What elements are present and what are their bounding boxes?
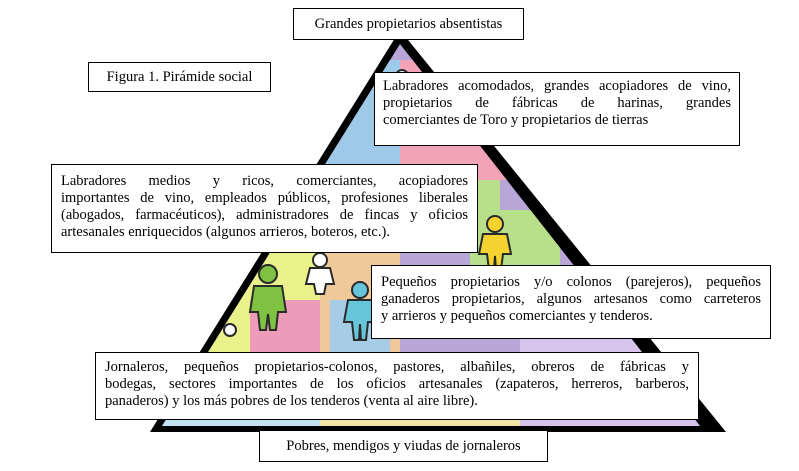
level-upper-line-1: Labradores acomodados, grandes acopiadores de vino, xyxy=(383,78,731,94)
level-lower-middle-line-1: Pequeños propietarios y/o colonos (parejeros), pequeños xyxy=(381,274,761,290)
level-upper-line-3: comerciantes de Toro y propietarios de tierras xyxy=(383,112,649,128)
level-middle-line-2: importantes de vino, empleados públicos, profesiones liberales xyxy=(61,190,468,206)
level-lower-line-1: Jornaleros, pequeños propietarios-colonos, pastores, albañiles, obreros de fábricas y xyxy=(105,359,689,375)
level-lower-middle-line-2: ganaderos propietarios, algunos artesanos como carreteros xyxy=(381,291,761,307)
level-upper-line-2: propietarios de fábricas de harinas, grandes xyxy=(383,95,731,111)
level-bottom-text: Pobres, mendigos y viudas de jornaleros xyxy=(286,438,521,454)
level-bottom-box xyxy=(259,430,548,462)
level-lower-middle-line-3: y arrieros y pequeños comerciantes y tenderos. xyxy=(381,308,653,324)
level-middle-line-4: artesanales enriquecidos (algunos arrieros, boteros, etc.). xyxy=(61,224,390,240)
level-top-text: Grandes propietarios absentistas xyxy=(314,16,503,32)
level-middle-box xyxy=(51,164,478,253)
level-top-box xyxy=(293,8,524,40)
level-upper-box xyxy=(374,72,740,146)
level-lower-box xyxy=(95,352,699,420)
level-middle-line-3: (abogados, farmacéuticos), administradores de fincas y oficios xyxy=(61,207,468,223)
figure-caption-box xyxy=(88,62,271,92)
level-lower-line-3: panaderos) y los más pobres de los tenderos (venta al aire libre). xyxy=(105,393,478,409)
level-lower-middle-box xyxy=(371,265,771,339)
level-middle-line-1: Labradores medios y ricos, comerciantes, acopiadores xyxy=(61,173,468,189)
figure-caption: Figura 1. Pirámide social xyxy=(106,69,253,85)
level-lower-line-2: bodegas, sectores importantes de los oficios artesanales (zapateros, herreros, barberos, xyxy=(105,376,689,392)
